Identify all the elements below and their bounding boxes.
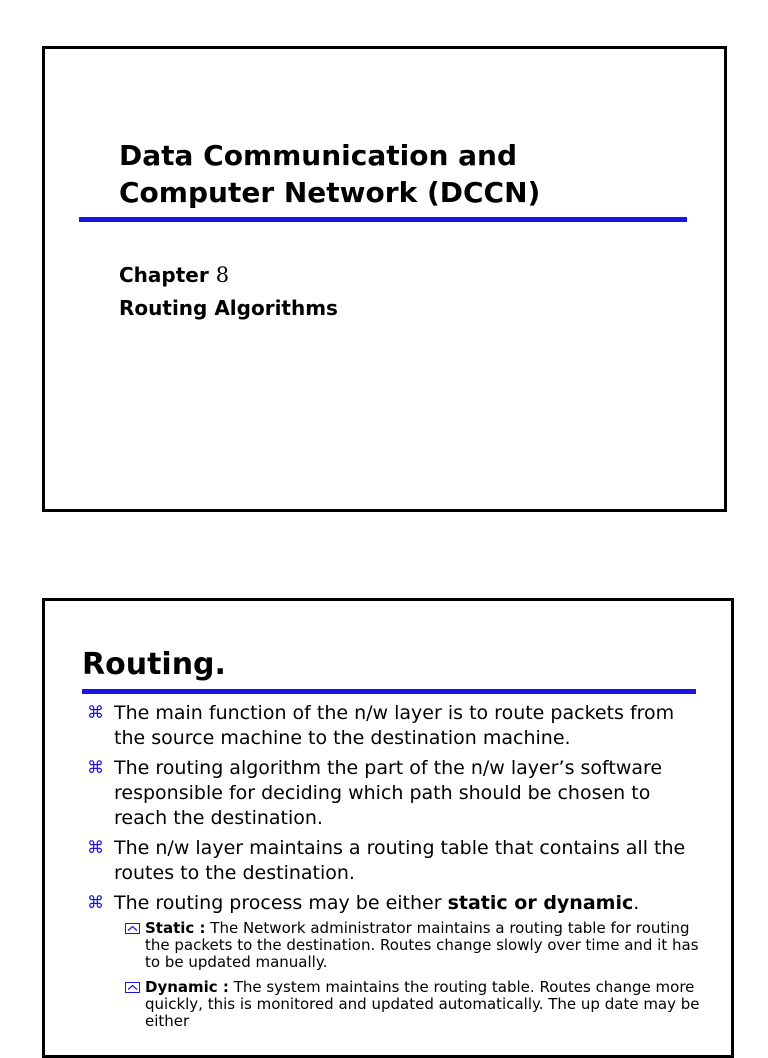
bullet-text-bold: static or dynamic xyxy=(447,892,634,914)
command-key-icon: ⌘ xyxy=(87,703,104,723)
chapter-label: Chapter xyxy=(119,263,209,287)
slide-heading: Routing. xyxy=(82,647,226,682)
bullet-item xyxy=(87,891,707,1030)
bullet-text: The main function of the n/w layer is to route packets from the source machine to the destination machine. xyxy=(114,702,675,749)
sub-bullet-term: Static : xyxy=(145,919,206,937)
title-line-2: Computer Network (DCCN) xyxy=(119,176,541,209)
command-key-icon: ⌘ xyxy=(87,893,104,913)
bullet-text: The routing algorithm the part of the n/w layer’s software responsible for deciding which path should be chosen to reach the destination. xyxy=(114,757,663,829)
slide-subtitle xyxy=(119,259,338,325)
bullet-text-after: . xyxy=(633,892,640,914)
bullet-text-before: The routing process may be either xyxy=(114,892,448,914)
title-underline xyxy=(79,217,687,222)
command-key-icon: ⌘ xyxy=(87,758,104,778)
framed-chevron-icon xyxy=(125,923,140,934)
slide-title xyxy=(119,137,540,211)
sub-bullet-text: The system maintains the routing table. Routes change more quickly, this is monitored and updated automatically. The up date may be either xyxy=(145,978,700,1030)
bullet-item xyxy=(87,701,707,751)
sub-bullet-list xyxy=(114,920,707,1030)
sub-bullet-item xyxy=(123,920,707,971)
sub-bullet-term: Dynamic : xyxy=(145,978,229,996)
bullet-text: The n/w layer maintains a routing table that contains all the routes to the destination. xyxy=(114,837,686,884)
heading-underline xyxy=(82,689,696,694)
command-key-icon: ⌘ xyxy=(87,838,104,858)
bullet-list xyxy=(87,701,707,1038)
chapter-subtitle: Routing Algorithms xyxy=(119,296,338,320)
title-line-1: Data Communication and xyxy=(119,139,518,172)
sub-bullet-item xyxy=(123,979,707,1030)
sub-bullet-text: The Network administrator maintains a routing table for routing the packets to the destination. Routes change slowly over time and it has to be updated manually. xyxy=(145,919,699,971)
chapter-number: 8 xyxy=(215,263,230,287)
bullet-item xyxy=(87,756,707,831)
bullet-item xyxy=(87,836,707,886)
title-slide xyxy=(42,46,727,512)
framed-chevron-icon xyxy=(125,982,140,993)
content-slide xyxy=(42,598,734,1058)
